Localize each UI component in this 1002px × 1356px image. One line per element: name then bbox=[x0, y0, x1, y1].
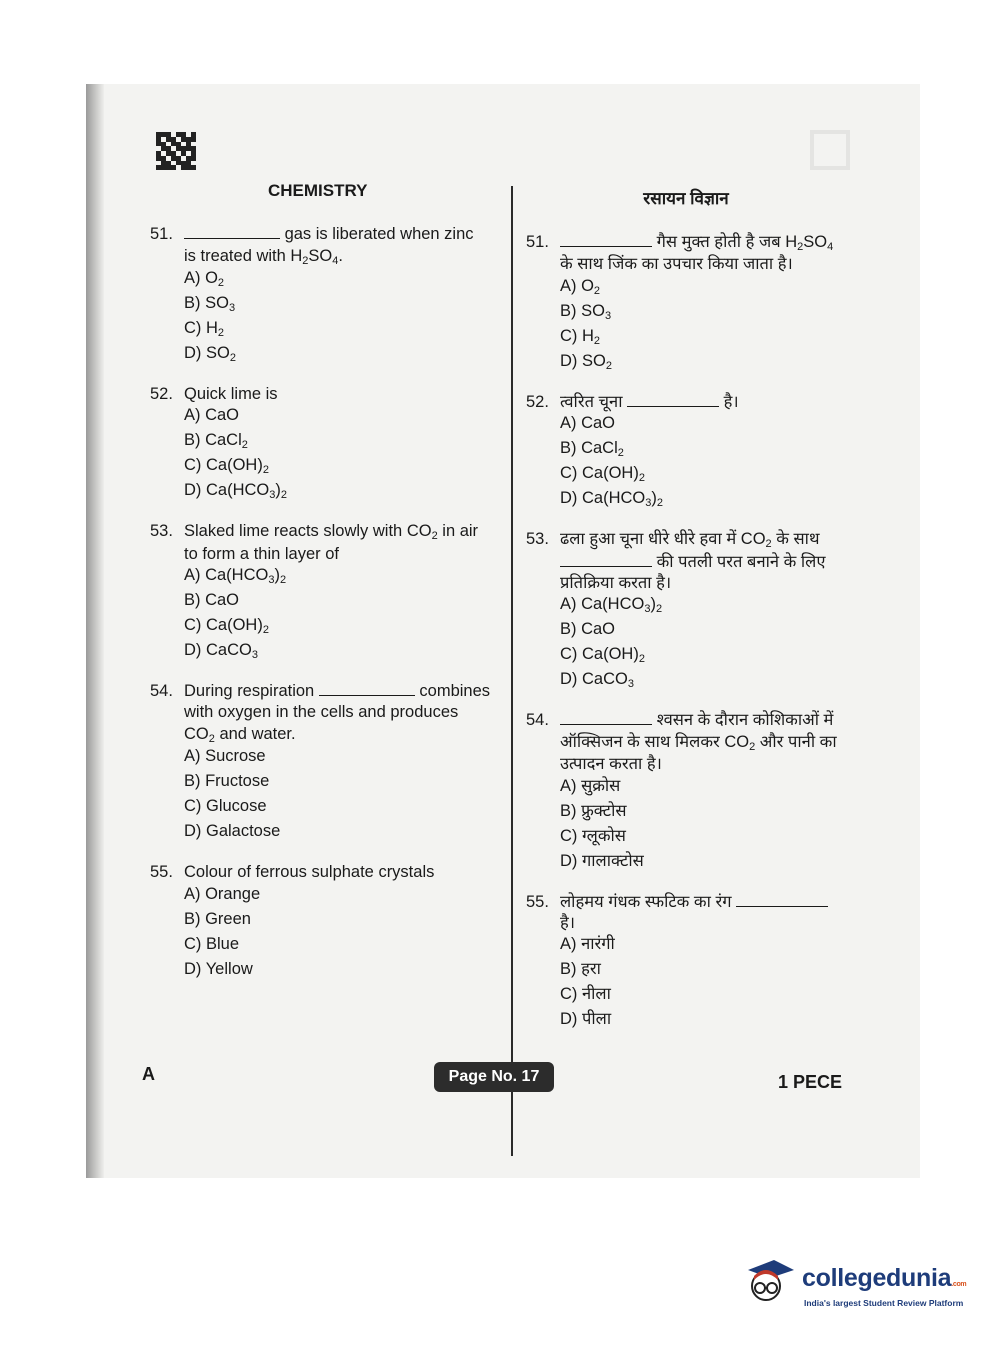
booklet-series: A bbox=[142, 1064, 155, 1084]
question-number: 53. bbox=[526, 530, 549, 549]
option-a: A) $O_2$ bbox=[184, 268, 225, 289]
question-text-after-blank: की पतली परत बनाने के लिए प्रतिक्रिया करता है। bbox=[560, 552, 826, 592]
question-number: 54. bbox=[150, 682, 173, 700]
question-text bbox=[184, 862, 490, 883]
question-text-before-blank: Quick lime is bbox=[184, 384, 278, 403]
section-title-english: CHEMISTRY bbox=[268, 181, 368, 200]
option-c: C) $H_2$ bbox=[560, 326, 601, 347]
question-stem bbox=[150, 862, 490, 883]
option-d: D) Yellow bbox=[184, 959, 253, 978]
question-text-before-blank: During respiration bbox=[184, 682, 319, 700]
question-text-after-blank: गैस मुक्त होती है जब $H_2SO_4$ के साथ जिंक का उपचार किया जाता है। bbox=[560, 233, 834, 274]
column-divider bbox=[511, 186, 513, 1156]
option-b: B) Green bbox=[184, 909, 251, 928]
answer-blank bbox=[627, 392, 719, 407]
option-a: A) Sucrose bbox=[184, 747, 266, 766]
question-text bbox=[560, 232, 846, 276]
option-d: D) गालाक्टोस bbox=[560, 851, 644, 870]
question-55 bbox=[526, 892, 846, 1035]
question-number: 52. bbox=[150, 384, 173, 403]
question-number: 51. bbox=[526, 233, 549, 252]
question-stem bbox=[526, 232, 846, 276]
scanned-page bbox=[86, 84, 920, 1178]
option-d: D) CaCO$_3$ bbox=[560, 670, 634, 691]
option-d: D) $Ca(HCO_3)_2$ bbox=[560, 489, 663, 510]
option-a: A) Orange bbox=[184, 884, 261, 903]
question-54 bbox=[150, 681, 490, 846]
question-text-after-blank: है। bbox=[719, 392, 739, 411]
option-b: B) फ्रुक्टोस bbox=[560, 801, 627, 820]
question-number: 55. bbox=[526, 892, 549, 911]
option-c: C) $H_2$ bbox=[184, 318, 225, 339]
question-number: 55. bbox=[150, 863, 173, 882]
answer-blank bbox=[560, 232, 652, 247]
question-stem bbox=[150, 521, 490, 565]
option-c: C) नीला bbox=[560, 985, 611, 1004]
option-c: C) $Ca(OH)_2$ bbox=[560, 464, 645, 485]
question-54 bbox=[526, 710, 846, 875]
question-stem bbox=[526, 710, 846, 775]
option-c: C) $Ca(OH)_2$ bbox=[184, 616, 269, 636]
option-b: B) $SO_3$ bbox=[560, 301, 612, 322]
question-text-after-blank: श्वसन के दौरान कोशिकाओं में ऑक्सिजन के साथ मिलकर $CO_2$ और पानी का उत्पादन करता है। bbox=[560, 711, 837, 774]
question-51 bbox=[150, 224, 490, 368]
qr-code-icon bbox=[156, 132, 196, 170]
option-c: C) Blue bbox=[184, 934, 240, 953]
option-c: C) $Ca(OH)_2$ bbox=[184, 456, 269, 477]
question-text-before-blank: त्वरित चूना bbox=[560, 392, 628, 411]
option-a: A) $Ca(HCO_3)_2$ bbox=[184, 566, 287, 586]
question-number: 51. bbox=[150, 225, 173, 244]
question-stem bbox=[526, 892, 846, 935]
option-d: D) $SO_2$ bbox=[184, 343, 236, 364]
question-text-after-blank: है। bbox=[560, 914, 576, 933]
question-text bbox=[184, 521, 490, 565]
option-b: B) $SO_3$ bbox=[184, 293, 236, 314]
option-d: D) पीला bbox=[560, 1010, 612, 1029]
question-stem bbox=[150, 384, 490, 405]
question-stem bbox=[150, 681, 490, 746]
question-text bbox=[560, 710, 846, 775]
collegedunia-logo bbox=[744, 1248, 970, 1318]
option-b: B) CaO bbox=[560, 620, 616, 639]
answer-blank bbox=[560, 710, 652, 725]
question-text-before-blank: लोहमय गंधक स्फटिक का रंग bbox=[560, 892, 737, 911]
option-b: B) CaCl$_2$ bbox=[560, 439, 624, 460]
hindi-column bbox=[526, 188, 846, 1050]
question-list-english bbox=[150, 224, 490, 984]
option-c: C) Glucose bbox=[184, 797, 267, 816]
question-stem bbox=[150, 224, 490, 268]
question-stem bbox=[526, 529, 846, 594]
option-d: D) Galactose bbox=[184, 822, 281, 841]
question-52 bbox=[526, 392, 846, 513]
logo-suffix: .com bbox=[951, 1281, 967, 1288]
option-b: B) CaO bbox=[184, 591, 240, 609]
exam-code: 1 PECE bbox=[778, 1072, 843, 1092]
answer-blank bbox=[736, 892, 828, 907]
option-a: A) CaO bbox=[560, 414, 616, 433]
option-a: A) CaO bbox=[184, 406, 240, 425]
option-b: B) हरा bbox=[560, 960, 601, 979]
option-d: D) CaCO$_3$ bbox=[184, 641, 258, 661]
question-text-before-blank: Colour of ferrous sulphate crystals bbox=[184, 863, 435, 882]
option-c: C) $Ca(OH)_2$ bbox=[560, 645, 645, 666]
question-51 bbox=[526, 232, 846, 376]
option-d: D) $Ca(HCO_3)_2$ bbox=[184, 481, 287, 502]
question-text bbox=[184, 681, 490, 746]
logo-wordmark: collegedunia.com bbox=[802, 1264, 967, 1292]
question-text bbox=[184, 224, 490, 268]
question-number: 54. bbox=[526, 711, 549, 730]
option-b: B) CaCl$_2$ bbox=[184, 431, 248, 452]
option-a: A) नारंगी bbox=[560, 935, 615, 954]
option-c: C) ग्लूकोस bbox=[560, 826, 626, 845]
question-text bbox=[184, 384, 490, 405]
option-b: B) Fructose bbox=[184, 772, 270, 791]
option-a: A) सुक्रोस bbox=[560, 776, 621, 795]
question-list-hindi bbox=[526, 232, 846, 1034]
question-text-after-blank: combines with oxygen in the cells and produces $CO_2$ and water. bbox=[184, 682, 491, 745]
question-number: 53. bbox=[150, 522, 173, 541]
option-a: A) $Ca(HCO_3)_2$ bbox=[560, 595, 663, 616]
question-text-after-blank: gas is liberated when zinc is treated with $H_2SO_4$. bbox=[184, 225, 474, 267]
question-text bbox=[560, 892, 846, 935]
question-stem bbox=[526, 392, 846, 413]
english-column bbox=[150, 180, 490, 1000]
question-55 bbox=[150, 862, 490, 983]
scan-binding-edge bbox=[86, 84, 104, 1178]
answer-blank bbox=[560, 552, 652, 567]
question-text-before-blank: Slaked lime reacts slowly with $CO_2$ in air to form a thin layer of bbox=[184, 522, 479, 563]
option-d: D) $SO_2$ bbox=[560, 351, 612, 372]
question-52 bbox=[150, 384, 490, 505]
option-a: A) $O_2$ bbox=[560, 276, 601, 297]
page-number-badge: Page No. 17 bbox=[434, 1062, 554, 1092]
answer-blank bbox=[319, 681, 415, 696]
student-mascot-icon bbox=[744, 1256, 796, 1308]
question-53 bbox=[526, 529, 846, 694]
question-text bbox=[560, 529, 846, 594]
answer-blank bbox=[184, 224, 280, 239]
question-text-before-blank: ढला हुआ चूना धीरे धीरे हवा में $CO_2$ के साथ bbox=[560, 530, 820, 551]
section-title-hindi: रसायन विज्ञान bbox=[643, 189, 729, 208]
logo-tagline: India's largest Student Review Platform bbox=[804, 1298, 964, 1308]
bleed-through-qr-icon bbox=[810, 130, 850, 170]
question-text bbox=[560, 392, 846, 413]
question-53 bbox=[150, 521, 490, 665]
question-number: 52. bbox=[526, 392, 549, 411]
